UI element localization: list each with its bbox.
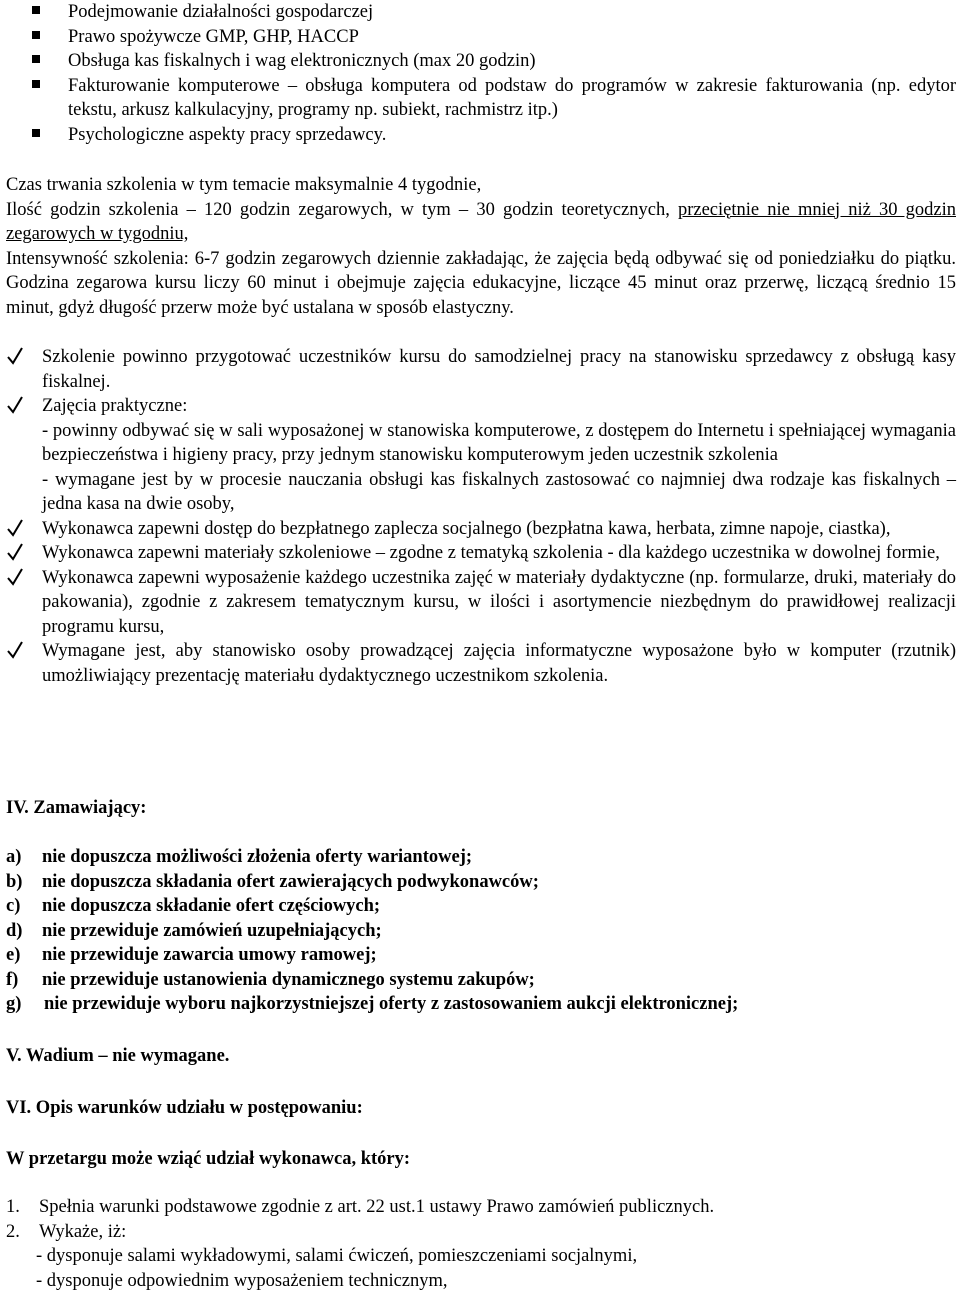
section-vi-subheading: W przetargu może wziąć udział wykonawca, który: (6, 1149, 411, 1169)
section-iv-list (6, 845, 956, 1017)
square-bullet-icon (32, 129, 40, 137)
lettered-item: g) nie przewiduje wyboru najkorzystniejszej oferty z zastosowaniem aukcji elektronicznej; (6, 994, 739, 1014)
lettered-item: b) nie dopuszcza składania ofert zawierających podwykonawców; (6, 871, 539, 892)
square-bullet-icon (32, 55, 40, 63)
lettered-item: a) nie dopuszcza możliwości złożenia oferty wariantowej; (6, 847, 473, 867)
square-bullet-icon (32, 31, 40, 39)
requirements-checklist (6, 345, 956, 688)
check-item: Wymagane jest, aby stanowisko osoby prowadzącej zajęcia informatyczne wyposażone było w komputer (rzutnik) umożliwiający prezentację materiału dydaktycznego uczestnikom szkolenia. (6, 639, 956, 688)
checkmark-icon (6, 345, 24, 367)
bullet-item: Obsługa kas fiskalnych i wag elektronicznych (max 20 godzin) (32, 49, 956, 74)
duration-line: Czas trwania szkolenia w tym temacie maksymalnie 4 tygodnie, (6, 175, 482, 195)
lettered-item: f) nie przewiduje ustanowienia dynamicznego systemu zakupów; (6, 969, 535, 990)
square-bullet-icon (32, 6, 40, 14)
intensity-line: Intensywność szkolenia: 6-7 godzin zegarowych dziennie zakładając, że zajęcia będą odbywać się od poniedziałku do piątku. Godzina zegarowa kursu liczy 60 minut i obejmuje zajęcia edukacyjne, liczące 45 minut oraz przerwę, liczącą średnio 15 minut, gdyż długość przerw może być ustalana w sposób elastyczny. (6, 248, 956, 318)
check-item (6, 394, 956, 517)
numbered-item: 2. Wykaże, iż: (6, 1221, 127, 1242)
check-item: Wykonawca zapewni materiały szkoleniowe – zgodne z tematyką szkolenia - dla każdego uczestnika w dowolnej formie, (6, 541, 956, 566)
check-item: Wykonawca zapewni wyposażenie każdego uczestnika zajęć w materiały dydaktyczne (np. formularze, druki, materiały do pakowania), zgodnie z zakresem tematycznym kursu, w ilości i asortymencie niezbędnym do prawidłowej realizacji programu kursu, (6, 566, 956, 640)
lettered-item: e) nie przewiduje zawarcia umowy ramowej; (6, 945, 377, 965)
checkmark-icon (6, 394, 24, 416)
hours-line: Ilość godzin szkolenia – 120 godzin zegarowych, w tym – 30 godzin teoretycznych, przeciętnie nie mniej niż 30 godzin zegarowych w tygodniu, (6, 199, 956, 244)
conditions-list (6, 1195, 956, 1293)
checkmark-icon (6, 639, 24, 661)
bullet-item: Psychologiczne aspekty pracy sprzedawcy. (32, 123, 956, 148)
checkmark-icon (6, 517, 24, 539)
duration-paragraph (6, 173, 956, 320)
practical-title: Zajęcia praktyczne: (42, 396, 188, 416)
topic-bullet-list (32, 0, 956, 147)
numbered-item: 1. Spełnia warunki podstawowe zgodnie z art. 22 ust.1 ustawy Prawo zamówień publicznych. (6, 1197, 715, 1217)
bullet-item: Prawo spożywcze GMP, GHP, HACCP (32, 25, 956, 50)
lettered-item: c) nie dopuszcza składanie ofert częściowych; (6, 896, 381, 916)
checkmark-icon (6, 566, 24, 588)
section-v-heading: V. Wadium – nie wymagane. (6, 1046, 230, 1066)
section-vi-heading: VI. Opis warunków udziału w postępowaniu: (6, 1098, 363, 1118)
sub-item: - dysponuje salami wykładowymi, salami ćwiczeń, pomieszczeniami socjalnymi, (36, 1246, 638, 1266)
sub-item: - dysponuje odpowiednim wyposażeniem technicznym, (36, 1270, 448, 1291)
bullet-item: Podejmowanie działalności gospodarczej (32, 0, 956, 25)
check-item: Wykonawca zapewni dostęp do bezpłatnego zaplecza socjalnego (bezpłatna kawa, herbata, zimne napoje, ciastka), (6, 517, 956, 542)
bullet-item: Fakturowanie komputerowe – obsługa komputera od podstaw do programów w zakresie fakturowania (np. edytor tekstu, arkusz kalkulacyjny, programy np. subiekt, rachmistrz itp.) (32, 74, 956, 123)
lettered-item: d) nie przewiduje zamówień uzupełniających; (6, 920, 382, 941)
practical-line: - powinny odbywać się w sali wyposażonej w stanowiska komputerowe, z dostępem do Internetu i spełniającej wymagania bezpieczeństwa i higieny pracy, przy jednym stanowisku komputerowym jeden uczestnik szkolenia (42, 420, 956, 465)
check-item: Szkolenie powinno przygotować uczestników kursu do samodzielnej pracy na stanowisku sprzedawcy z obsługą kasy fiskalnej. (6, 345, 956, 394)
section-iv-heading: IV. Zamawiający: (6, 798, 147, 818)
practical-line: - wymagane jest by w procesie nauczania obsługi kas fiskalnych zastosować co najmniej dwa rodzaje kas fiskalnych – jedna kasa na dwie osoby, (42, 469, 956, 514)
checkmark-icon (6, 541, 24, 563)
square-bullet-icon (32, 80, 40, 88)
